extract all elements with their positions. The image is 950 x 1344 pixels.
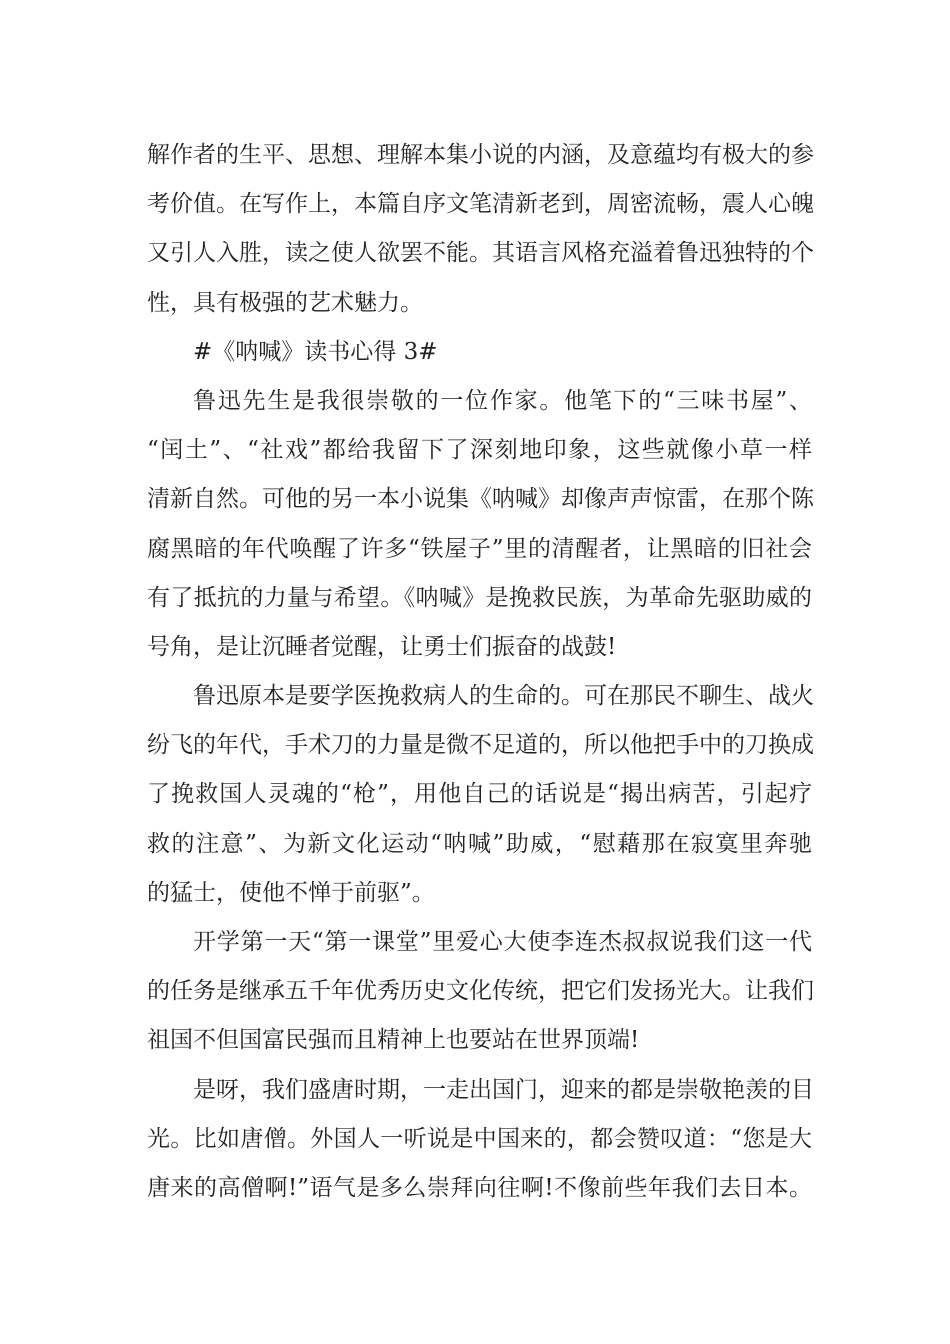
text-line: 的猛士，使他不惮于前驱”。 xyxy=(147,879,435,906)
text-line: 又引人入胜，读之使人欲罢不能。其语言风格充溢着鲁迅独特的个 xyxy=(147,240,814,267)
text-line: 了挽救国人灵魂的“枪”，用他自己的话说是“揭出病苦，引起疗 xyxy=(147,781,812,808)
text-line: 开学第一天“第一课堂”里爱心大使李连杰叔叔说我们这一代 xyxy=(193,929,812,955)
text-line: 光。比如唐僧。外国人一听说是中国来的，都会赞叹道：“您是大 xyxy=(147,1125,812,1152)
text-line: 纷飞的年代，手术刀的力量是微不足道的，所以他把手中的刀换成 xyxy=(147,732,814,759)
body-text xyxy=(147,131,812,1213)
text-line: “闰土”、“社戏”都给我留下了深刻地印象，这些就像小草一样 xyxy=(147,437,812,464)
text-line: 考价值。在写作上，本篇自序文笔清新老到，周密流畅，震人心魄 xyxy=(147,191,814,218)
text-line: 有了抵抗的力量与希望。《呐喊》是挽救民族，为革命先驱助威的 xyxy=(147,584,812,611)
section-heading: #《呐喊》读书心得 3# xyxy=(193,338,438,365)
text-line: 是呀，我们盛唐时期，一走出国门，迎来的都是崇敬艳羡的目 xyxy=(193,1076,814,1103)
text-line: 的任务是继承五千年优秀历史文化传统，把它们发扬光大。让我们 xyxy=(147,978,814,1005)
text-line: 鲁迅先生是我很崇敬的一位作家。他笔下的“三味书屋”、 xyxy=(193,387,812,414)
text-line: 鲁迅原本是要学医挽救病人的生命的。可在那民不聊生、战火 xyxy=(193,683,814,710)
text-line: 唐来的高僧啊!”语气是多么崇拜向往啊!不像前些年我们去日本。 xyxy=(147,1174,812,1201)
text-line: 解作者的生平、思想、理解本集小说的内涵，及意蕴均有极大的参 xyxy=(147,142,814,168)
text-line: 祖国不但国富民强而且精神上也要站在世界顶端! xyxy=(147,1027,640,1054)
text-line: 腐黑暗的年代唤醒了许多“铁屋子”里的清醒者，让黑暗的旧社会 xyxy=(147,535,812,562)
text-line: 号角，是让沉睡者觉醒，让勇士们振奋的战鼓! xyxy=(147,633,617,660)
text-line: 性，具有极强的艺术魅力。 xyxy=(147,289,423,316)
text-line: 清新自然。可他的另一本小说集《呐喊》却像声声惊雷，在那个陈 xyxy=(147,486,814,513)
text-line: 救的注意”、为新文化运动“呐喊”助威，“慰藉那在寂寞里奔驰 xyxy=(147,830,812,857)
